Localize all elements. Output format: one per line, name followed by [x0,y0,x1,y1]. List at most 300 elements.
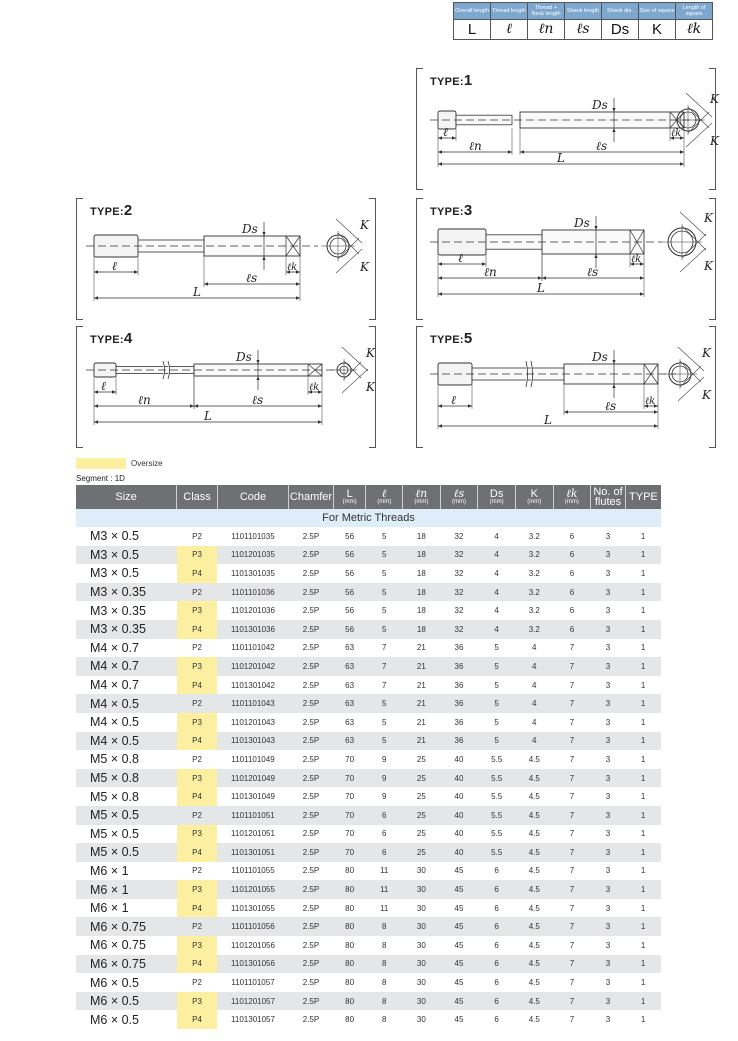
cell-code: 1101101042 [217,639,288,658]
column-header[interactable] [177,485,218,509]
cell-flutes: 3 [591,732,626,751]
table-header-row [76,485,661,509]
cell-size: M5 × 0.5 [76,806,177,825]
cell-size: M6 × 1 [76,862,177,881]
cell-overall-length: 80 [333,917,366,936]
cell-type: 1 [625,676,661,695]
cell-type: 1 [625,936,661,955]
table-row[interactable] [76,862,661,881]
legend-header-row [454,3,713,20]
cell-shank-length: 40 [440,843,478,862]
cell-shank-dia: 5.5 [478,806,516,825]
cell-neck-length: 25 [403,806,441,825]
cell-neck-length: 21 [403,657,441,676]
cell-code: 1101201057 [217,992,288,1011]
cell-overall-length: 63 [333,713,366,732]
type-number: 2 [123,202,133,219]
type-label: TYPE: [430,206,464,218]
cell-code: 1101301049 [217,787,288,806]
cell-class: P2 [177,973,218,992]
table-row[interactable] [76,750,661,769]
cell-chamfer: 2.5P [289,955,334,974]
table-row[interactable] [76,639,661,658]
column-header-unit: (mm) [564,498,579,505]
cell-code: 1101301043 [217,732,288,751]
cell-square-length: 7 [553,694,591,713]
cell-overall-length: 56 [333,601,366,620]
column-header[interactable] [366,485,403,509]
cell-thread-length: 8 [366,955,403,974]
square-size-label: K [710,134,719,148]
column-header[interactable] [515,485,553,509]
cell-chamfer: 2.5P [289,732,334,751]
cell-square-size: 4.5 [515,936,553,955]
cell-shank-length: 40 [440,806,478,825]
cell-overall-length: 63 [333,639,366,658]
cell-square-length: 7 [553,843,591,862]
legend-header: Length of square [676,3,713,20]
table-row[interactable] [76,657,661,676]
cell-shank-dia: 5 [478,657,516,676]
cell-flutes: 3 [591,713,626,732]
table-row[interactable] [76,601,661,620]
cell-flutes: 3 [591,527,626,546]
cell-square-length: 7 [553,880,591,899]
cell-neck-length: 21 [403,694,441,713]
cell-code: 1101201036 [217,601,288,620]
table-row[interactable] [76,787,661,806]
cell-type: 1 [625,750,661,769]
cell-flutes: 3 [591,862,626,881]
cell-size: M6 × 1 [76,880,177,899]
cell-shank-length: 32 [440,564,478,583]
table-row[interactable] [76,546,661,565]
table-row[interactable] [76,825,661,844]
column-header[interactable] [217,485,288,509]
cell-shank-dia: 5 [478,732,516,751]
cell-flutes: 3 [591,825,626,844]
segment-label: Segment : 1D [76,474,125,483]
table-row[interactable] [76,955,661,974]
table-row[interactable] [76,694,661,713]
table-row[interactable] [76,732,661,751]
cell-square-size: 4.5 [515,992,553,1011]
cell-square-length: 6 [553,583,591,602]
cell-shank-dia: 5.5 [478,825,516,844]
table-row[interactable] [76,769,661,788]
legend-header: Overall length [454,3,491,20]
cell-flutes: 3 [591,806,626,825]
cell-shank-length: 36 [440,732,478,751]
cell-shank-length: 45 [440,973,478,992]
table-row[interactable] [76,620,661,639]
table-row[interactable] [76,527,661,546]
column-header[interactable] [76,485,177,509]
cell-class: P4 [177,787,218,806]
column-header-unit: (mm) [377,498,392,505]
thread-length-label: ℓ [458,251,463,265]
oversize-swatch [76,458,126,469]
cell-thread-length: 8 [366,992,403,1011]
cell-shank-length: 36 [440,694,478,713]
cell-flutes: 3 [591,750,626,769]
section-title: For Metric Threads [76,509,661,527]
cell-overall-length: 63 [333,694,366,713]
table-row[interactable] [76,973,661,992]
cell-neck-length: 25 [403,787,441,806]
overall-length-label: L [193,285,201,299]
cell-square-size: 3.2 [515,620,553,639]
cell-square-length: 7 [553,917,591,936]
cell-chamfer: 2.5P [289,843,334,862]
square-end-view [321,218,370,274]
cell-class: P2 [177,639,218,658]
cell-thread-length: 5 [366,713,403,732]
cell-chamfer: 2.5P [289,694,334,713]
square-length-label: ℓk [645,396,656,407]
diagram-type-5 [416,326,716,448]
cell-class: P3 [177,825,218,844]
table-row[interactable] [76,564,661,583]
cell-flutes: 3 [591,564,626,583]
cell-size: M6 × 0.5 [76,992,177,1011]
diagram-type-4 [76,326,376,448]
square-end-view [671,92,720,148]
overall-length-label: L [537,281,545,295]
cell-square-size: 3.2 [515,601,553,620]
cell-type: 1 [625,583,661,602]
cell-shank-length: 32 [440,527,478,546]
cell-overall-length: 56 [333,620,366,639]
cell-size: M3 × 0.35 [76,620,177,639]
table-row[interactable] [76,880,661,899]
column-header-label: TYPE [629,491,658,503]
cell-shank-dia: 5 [478,639,516,658]
cell-type: 1 [625,732,661,751]
cell-code: 1101201035 [217,546,288,565]
cell-shank-dia: 6 [478,862,516,881]
square-end-view [662,211,714,273]
column-header-unit: (mm) [527,498,542,505]
cell-neck-length: 25 [403,769,441,788]
cell-type: 1 [625,713,661,732]
cell-thread-length: 11 [366,862,403,881]
cell-type: 1 [625,899,661,918]
cell-thread-length: 5 [366,620,403,639]
cell-type: 1 [625,601,661,620]
cell-type: 1 [625,787,661,806]
column-header[interactable] [440,485,478,509]
cell-chamfer: 2.5P [289,620,334,639]
table-row[interactable] [76,992,661,1011]
cell-code: 1101301035 [217,564,288,583]
cell-overall-length: 80 [333,936,366,955]
cell-thread-length: 7 [366,639,403,658]
cell-overall-length: 56 [333,583,366,602]
cell-type: 1 [625,694,661,713]
cell-flutes: 3 [591,973,626,992]
column-header-unit: (mm) [489,498,504,505]
cell-type: 1 [625,564,661,583]
cell-thread-length: 6 [366,843,403,862]
type-number: 5 [463,330,473,347]
cell-neck-length: 30 [403,936,441,955]
cell-flutes: 3 [591,694,626,713]
cell-chamfer: 2.5P [289,713,334,732]
cell-square-size: 4 [515,713,553,732]
cell-square-size: 4.5 [515,862,553,881]
cell-thread-length: 9 [366,769,403,788]
cell-overall-length: 63 [333,676,366,695]
cell-neck-length: 18 [403,620,441,639]
cell-flutes: 3 [591,657,626,676]
square-size-label: K [366,380,375,394]
thread-length-label: ℓ [112,259,117,273]
square-size-label: K [702,388,711,402]
column-header[interactable] [333,485,366,509]
cell-shank-length: 45 [440,955,478,974]
cell-overall-length: 63 [333,657,366,676]
cell-code: 1101101049 [217,750,288,769]
cell-size: M5 × 0.5 [76,825,177,844]
cell-overall-length: 56 [333,527,366,546]
cell-shank-dia: 4 [478,527,516,546]
cell-type: 1 [625,843,661,862]
cell-code: 1101101043 [217,694,288,713]
column-header[interactable] [289,485,334,509]
cell-square-length: 7 [553,862,591,881]
cell-thread-length: 5 [366,601,403,620]
cell-thread-length: 5 [366,732,403,751]
cell-size: M4 × 0.7 [76,676,177,695]
cell-neck-length: 30 [403,862,441,881]
square-end-view [663,346,712,402]
cell-neck-length: 18 [403,527,441,546]
cell-shank-length: 45 [440,880,478,899]
square-end-view [331,346,376,394]
cell-neck-length: 30 [403,899,441,918]
cell-neck-length: 30 [403,917,441,936]
cell-code: 1101201042 [217,657,288,676]
cell-chamfer: 2.5P [289,973,334,992]
legend-symbol: K [639,20,676,40]
cell-code: 1101101036 [217,583,288,602]
cell-overall-length: 70 [333,750,366,769]
cell-type: 1 [625,992,661,1011]
cell-size: M3 × 0.5 [76,564,177,583]
cell-neck-length: 18 [403,564,441,583]
cell-shank-dia: 6 [478,936,516,955]
spec-table [76,485,661,1029]
square-size-label: K [366,346,375,360]
column-header-label: No. of flutes [593,486,623,508]
column-header[interactable] [403,485,441,509]
cell-square-size: 4 [515,676,553,695]
cell-shank-length: 36 [440,713,478,732]
column-header-label: ℓ [381,486,387,500]
cell-square-size: 4.5 [515,880,553,899]
cell-class: P2 [177,862,218,881]
cell-flutes: 3 [591,843,626,862]
table-row[interactable] [76,1010,661,1029]
column-header[interactable] [591,485,626,509]
legend-header: Shank dia. [602,3,639,20]
cell-class: P4 [177,955,218,974]
cell-shank-length: 45 [440,862,478,881]
table-row[interactable] [76,843,661,862]
cell-size: M6 × 0.5 [76,1010,177,1029]
cell-shank-length: 45 [440,992,478,1011]
cell-square-length: 6 [553,564,591,583]
cell-chamfer: 2.5P [289,527,334,546]
square-length-label: ℓk [631,254,642,265]
cell-shank-dia: 6 [478,1010,516,1029]
cell-shank-dia: 4 [478,546,516,565]
column-header[interactable] [478,485,516,509]
cell-square-length: 7 [553,657,591,676]
cell-flutes: 3 [591,936,626,955]
type-label: TYPE: [430,334,464,346]
cell-thread-length: 5 [366,546,403,565]
cell-size: M4 × 0.7 [76,639,177,658]
cell-square-length: 7 [553,713,591,732]
cell-shank-dia: 6 [478,917,516,936]
cell-neck-length: 30 [403,1010,441,1029]
column-header-label: Code [239,491,267,503]
cell-neck-length: 18 [403,601,441,620]
table-row[interactable] [76,936,661,955]
cell-overall-length: 63 [333,732,366,751]
table-row[interactable] [76,676,661,695]
cell-type: 1 [625,917,661,936]
cell-type: 1 [625,973,661,992]
cell-type: 1 [625,880,661,899]
cell-size: M4 × 0.5 [76,694,177,713]
cell-shank-dia: 6 [478,880,516,899]
cell-neck-length: 30 [403,973,441,992]
cell-size: M5 × 0.8 [76,769,177,788]
legend-header: Thread length [491,3,528,20]
cell-flutes: 3 [591,620,626,639]
cell-flutes: 3 [591,992,626,1011]
legend-symbol: ℓs [565,20,602,40]
tap-drawing [416,326,716,448]
cell-thread-length: 8 [366,917,403,936]
cell-code: 1101301051 [217,843,288,862]
column-header-label: K [530,487,538,500]
cell-shank-dia: 5.5 [478,787,516,806]
cell-flutes: 3 [591,769,626,788]
cell-shank-length: 32 [440,601,478,620]
table-row[interactable] [76,713,661,732]
ds-label: Ds [592,98,608,112]
cell-thread-length: 5 [366,583,403,602]
cell-neck-length: 25 [403,750,441,769]
cell-flutes: 3 [591,546,626,565]
cell-flutes: 3 [591,787,626,806]
column-header-label: ℓs [453,486,465,500]
legend-symbol: ℓk [676,20,713,40]
cell-shank-length: 45 [440,917,478,936]
cell-chamfer: 2.5P [289,546,334,565]
cell-chamfer: 2.5P [289,657,334,676]
cell-class: P3 [177,880,218,899]
cell-size: M5 × 0.8 [76,750,177,769]
cell-chamfer: 2.5P [289,806,334,825]
cell-shank-dia: 6 [478,973,516,992]
cell-square-size: 3.2 [515,546,553,565]
cell-square-size: 3.2 [515,564,553,583]
cell-flutes: 3 [591,676,626,695]
cell-flutes: 3 [591,880,626,899]
cell-square-size: 4.5 [515,917,553,936]
cell-class: P4 [177,676,218,695]
square-length-label: ℓk [287,262,298,273]
cell-chamfer: 2.5P [289,917,334,936]
cell-thread-length: 11 [366,880,403,899]
table-row[interactable] [76,917,661,936]
square-size-label: K [710,92,719,106]
cell-shank-length: 36 [440,639,478,658]
cell-square-length: 7 [553,732,591,751]
column-header[interactable] [625,485,661,509]
cell-size: M6 × 0.75 [76,917,177,936]
type-label: TYPE: [430,76,464,88]
cell-square-length: 7 [553,1010,591,1029]
ds-label: Ds [592,350,608,364]
cell-square-size: 4.5 [515,806,553,825]
cell-class: P2 [177,694,218,713]
table-row[interactable] [76,806,661,825]
cell-square-length: 7 [553,973,591,992]
cell-class: P4 [177,732,218,751]
section-row [76,509,661,527]
cell-size: M5 × 0.5 [76,843,177,862]
cell-chamfer: 2.5P [289,899,334,918]
table-row[interactable] [76,899,661,918]
cell-code: 1101301036 [217,620,288,639]
cell-thread-length: 8 [366,1010,403,1029]
cell-chamfer: 2.5P [289,583,334,602]
tap-drawing [416,198,716,320]
square-length-label: ℓk [309,382,320,393]
cell-shank-dia: 4 [478,564,516,583]
cell-shank-length: 36 [440,676,478,695]
cell-square-length: 7 [553,750,591,769]
cell-chamfer: 2.5P [289,564,334,583]
column-header[interactable] [553,485,591,509]
shank-length-label: ℓs [252,393,264,407]
cell-chamfer: 2.5P [289,825,334,844]
cell-square-size: 4.5 [515,955,553,974]
cell-chamfer: 2.5P [289,787,334,806]
cell-flutes: 3 [591,601,626,620]
cell-square-length: 7 [553,992,591,1011]
cell-overall-length: 70 [333,843,366,862]
ds-label: Ds [574,216,590,230]
cell-thread-length: 6 [366,806,403,825]
cell-square-size: 4 [515,639,553,658]
cell-size: M3 × 0.5 [76,527,177,546]
cell-shank-length: 45 [440,936,478,955]
table-row[interactable] [76,583,661,602]
overall-length-label: L [204,409,212,423]
diagram-type-2 [76,198,376,320]
cell-neck-length: 25 [403,825,441,844]
cell-code: 1101201056 [217,936,288,955]
cell-square-size: 4.5 [515,1010,553,1029]
cell-thread-length: 6 [366,825,403,844]
